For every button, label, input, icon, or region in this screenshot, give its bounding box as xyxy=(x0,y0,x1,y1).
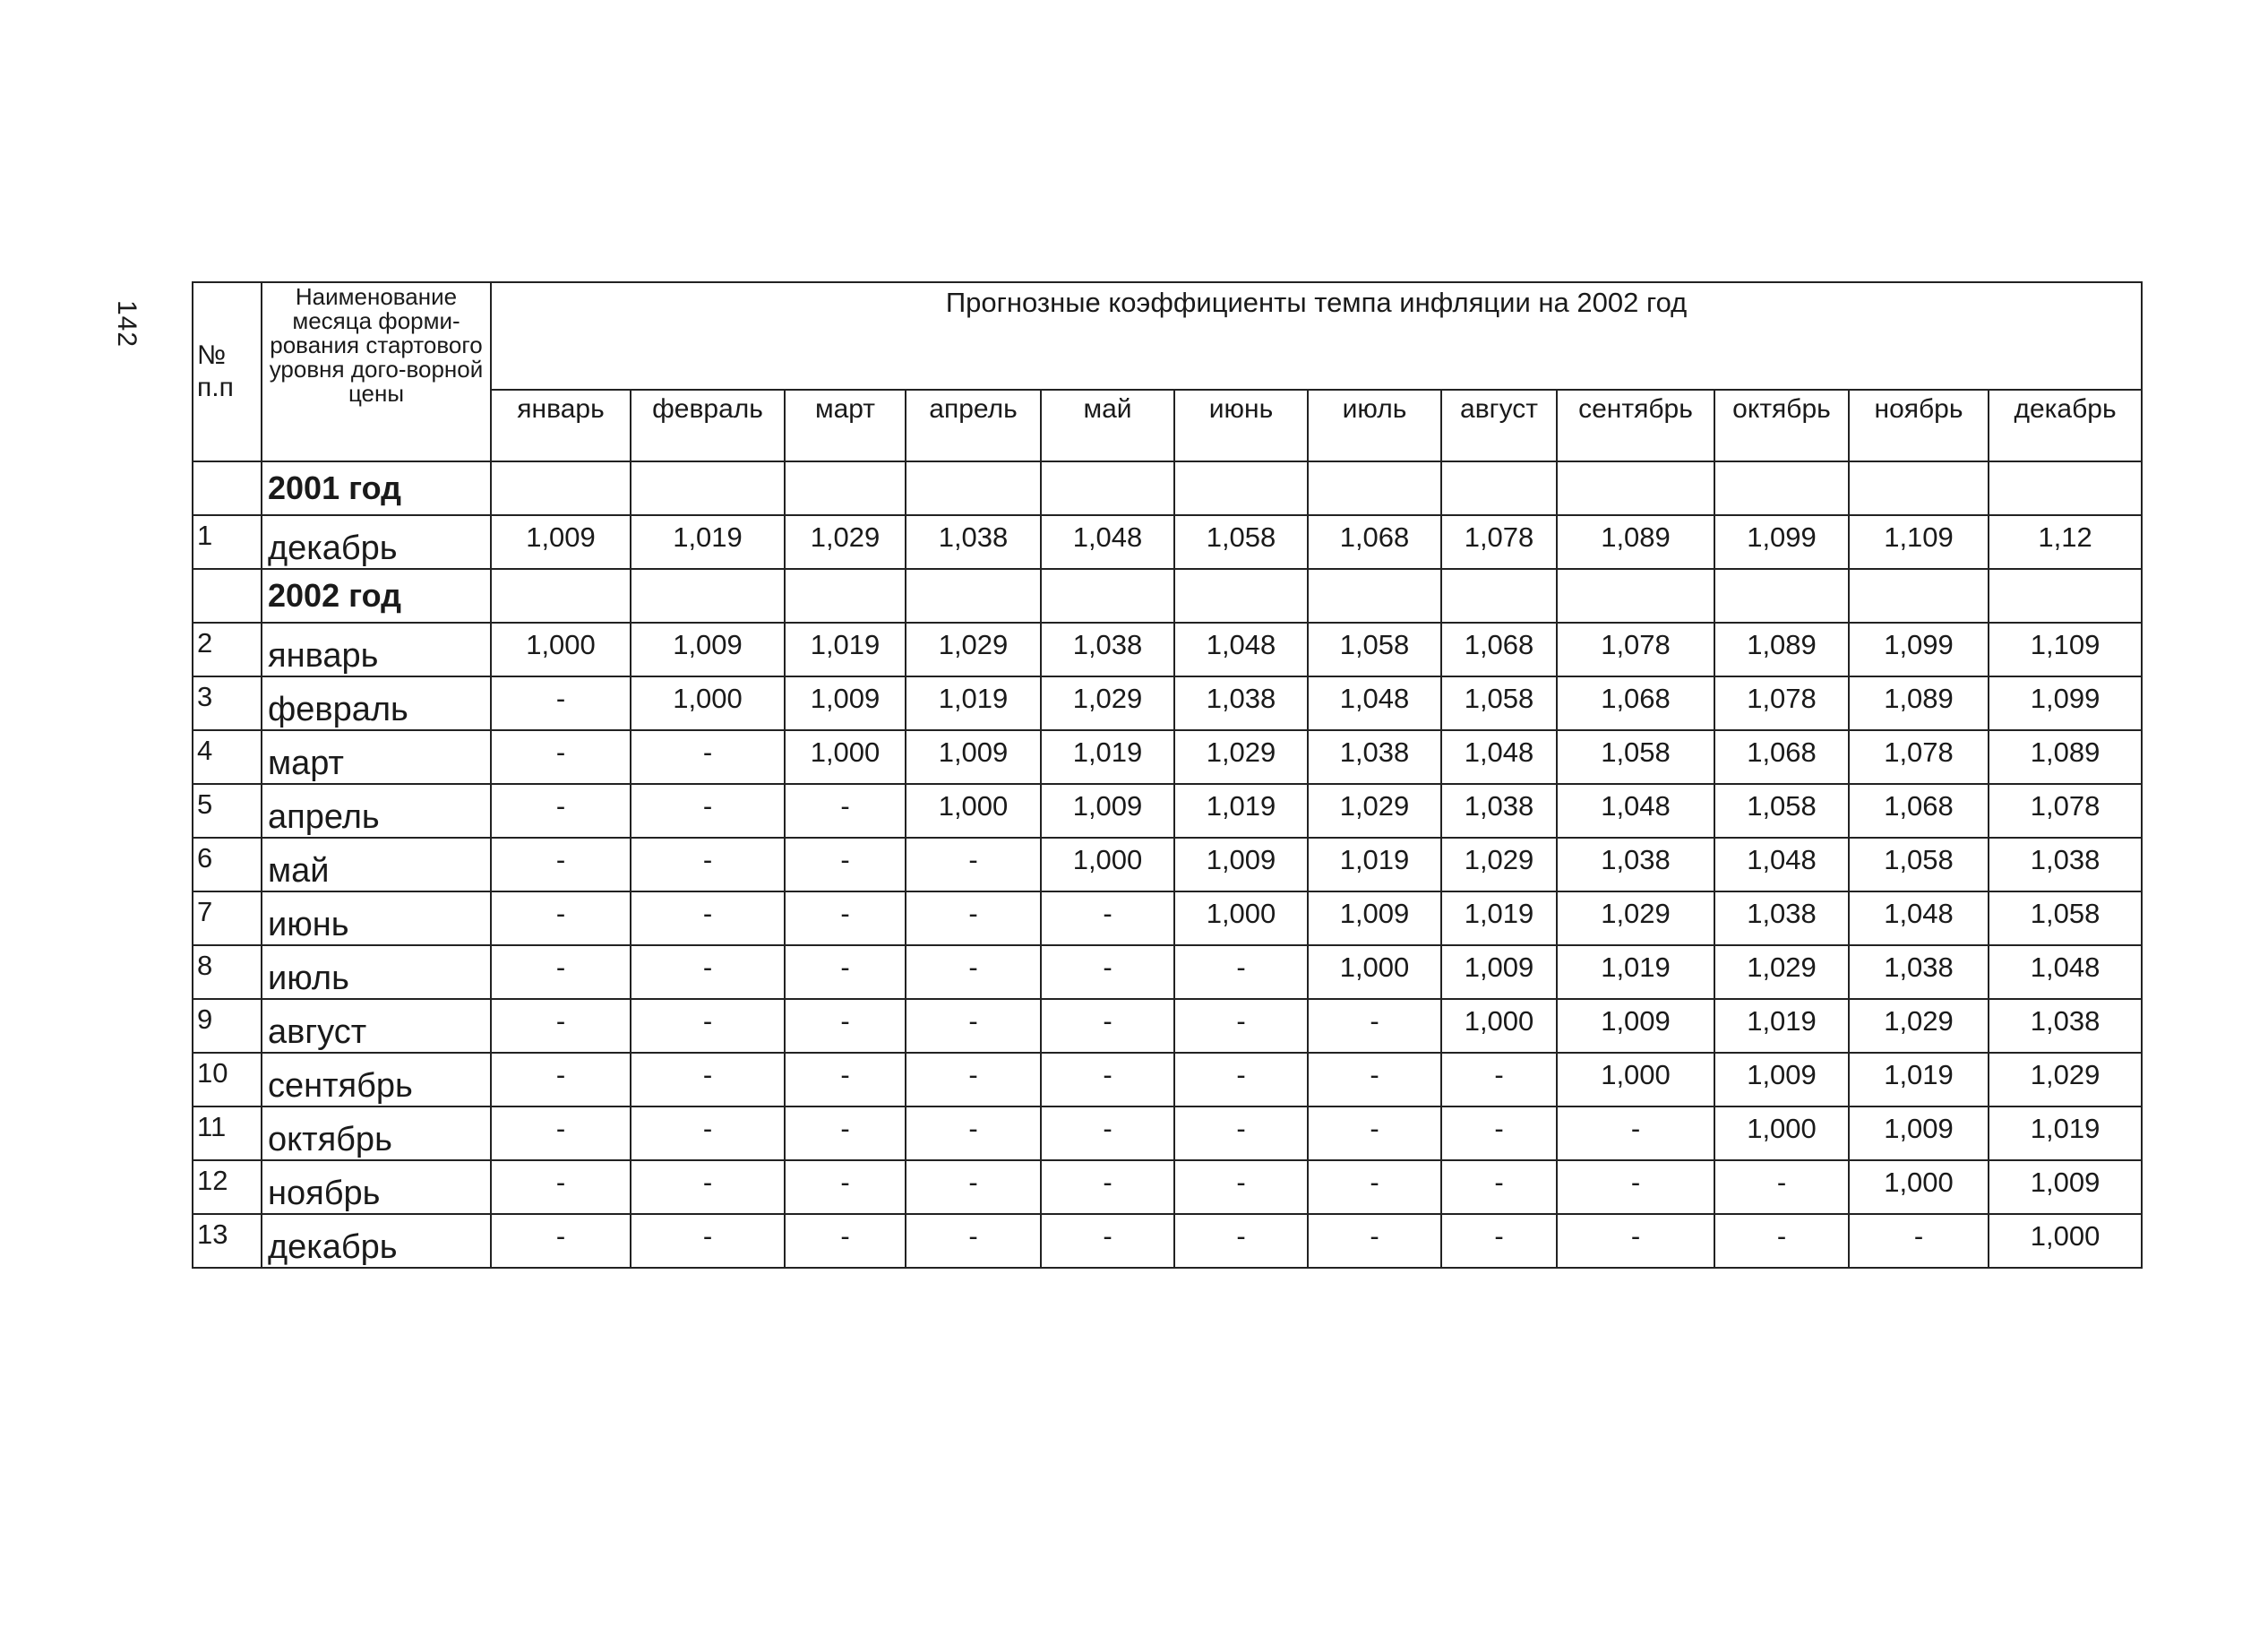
empty-cell xyxy=(1041,569,1174,623)
coefficient-cell: 1,009 xyxy=(1174,838,1308,891)
coefficient-cell: - xyxy=(785,1106,906,1160)
coefficient-cell: - xyxy=(1308,1214,1441,1268)
coefficient-cell: - xyxy=(785,784,906,838)
table-row xyxy=(193,891,2142,945)
coefficient-cell: - xyxy=(491,1106,631,1160)
column-header-month: сентябрь xyxy=(1557,390,1714,461)
coefficient-cell: - xyxy=(1441,1106,1557,1160)
coefficient-cell: 1,029 xyxy=(785,515,906,569)
empty-cell xyxy=(1174,569,1308,623)
coefficient-cell: 1,009 xyxy=(785,676,906,730)
table-row xyxy=(193,838,2142,891)
coefficient-cell: 1,089 xyxy=(1557,515,1714,569)
coefficient-cell: - xyxy=(491,1214,631,1268)
coefficient-cell: - xyxy=(631,945,785,999)
empty-cell xyxy=(1714,569,1849,623)
coefficient-cell: - xyxy=(785,999,906,1053)
coefficient-cell: 1,019 xyxy=(785,623,906,676)
coefficient-cell: 1,000 xyxy=(1989,1214,2142,1268)
column-header-month: июнь xyxy=(1174,390,1308,461)
coefficient-cell: - xyxy=(491,891,631,945)
coefficient-cell: - xyxy=(1041,945,1174,999)
coefficient-cell: 1,058 xyxy=(1849,838,1989,891)
coefficient-cell: 1,078 xyxy=(1714,676,1849,730)
year-label: 2002 год xyxy=(262,569,491,623)
column-header-month: февраль xyxy=(631,390,785,461)
coefficient-cell: - xyxy=(1174,1214,1308,1268)
coefficient-cell: 1,019 xyxy=(1308,838,1441,891)
coefficient-cell: 1,068 xyxy=(1308,515,1441,569)
coefficient-cell: 1,019 xyxy=(1989,1106,2142,1160)
coefficient-cell: - xyxy=(491,945,631,999)
coefficient-cell: - xyxy=(1174,945,1308,999)
empty-cell xyxy=(1989,569,2142,623)
empty-cell xyxy=(1989,461,2142,515)
empty-cell xyxy=(1441,461,1557,515)
coefficient-cell: - xyxy=(785,945,906,999)
table-row xyxy=(193,515,2142,569)
coefficient-cell: 1,009 xyxy=(1714,1053,1849,1106)
row-month-name: июль xyxy=(262,945,491,999)
row-number: 6 xyxy=(193,838,262,891)
coefficient-cell: 1,000 xyxy=(1849,1160,1989,1214)
coefficient-cell: 1,068 xyxy=(1441,623,1557,676)
coefficient-cell: 1,048 xyxy=(1174,623,1308,676)
coefficient-cell: 1,038 xyxy=(906,515,1041,569)
coefficient-cell: 1,048 xyxy=(1989,945,2142,999)
empty-cell xyxy=(1557,461,1714,515)
coefficient-cell: 1,048 xyxy=(1714,838,1849,891)
coefficient-cell: 1,029 xyxy=(1849,999,1989,1053)
coefficient-cell: 1,109 xyxy=(1849,515,1989,569)
coefficient-cell: 1,009 xyxy=(1041,784,1174,838)
empty-cell xyxy=(1041,461,1174,515)
coefficient-cell: 1,048 xyxy=(1308,676,1441,730)
row-number: 3 xyxy=(193,676,262,730)
coefficient-cell: 1,029 xyxy=(1557,891,1714,945)
row-month-name: апрель xyxy=(262,784,491,838)
coefficient-cell: 1,12 xyxy=(1989,515,2142,569)
coefficient-cell: - xyxy=(785,1160,906,1214)
coefficient-cell: 1,038 xyxy=(1308,730,1441,784)
coefficient-cell: - xyxy=(491,784,631,838)
coefficient-cell: 1,019 xyxy=(1041,730,1174,784)
coefficient-cell: 1,019 xyxy=(906,676,1041,730)
empty-cell xyxy=(631,461,785,515)
table-row xyxy=(193,1214,2142,1268)
column-header-month: ноябрь xyxy=(1849,390,1989,461)
coefficient-cell: 1,109 xyxy=(1989,623,2142,676)
table-row xyxy=(193,945,2142,999)
table-row xyxy=(193,623,2142,676)
row-number: 7 xyxy=(193,891,262,945)
coefficient-cell: 1,048 xyxy=(1041,515,1174,569)
row-month-name: февраль xyxy=(262,676,491,730)
row-number: 1 xyxy=(193,515,262,569)
coefficient-cell: 1,000 xyxy=(1174,891,1308,945)
coefficient-cell: - xyxy=(491,730,631,784)
coefficient-cell: 1,089 xyxy=(1989,730,2142,784)
coefficient-cell: - xyxy=(1557,1160,1714,1214)
empty-cell xyxy=(785,461,906,515)
row-month-name: январь xyxy=(262,623,491,676)
coefficient-cell: 1,038 xyxy=(1989,999,2142,1053)
coefficient-cell: 1,068 xyxy=(1557,676,1714,730)
coefficient-cell: 1,009 xyxy=(491,515,631,569)
row-number: 10 xyxy=(193,1053,262,1106)
empty-cell xyxy=(193,461,262,515)
row-month-name: декабрь xyxy=(262,515,491,569)
year-section-row xyxy=(193,461,2142,515)
coefficient-cell: - xyxy=(631,730,785,784)
coefficient-cell: - xyxy=(785,1214,906,1268)
coefficient-cell: - xyxy=(1174,999,1308,1053)
coefficient-cell: 1,029 xyxy=(1714,945,1849,999)
coefficient-cell: 1,038 xyxy=(1441,784,1557,838)
empty-cell xyxy=(1849,569,1989,623)
coefficient-cell: - xyxy=(491,838,631,891)
coefficient-cell: 1,009 xyxy=(1441,945,1557,999)
coefficient-cell: - xyxy=(906,1106,1041,1160)
column-header-month: январь xyxy=(491,390,631,461)
coefficient-cell: - xyxy=(906,891,1041,945)
inflation-coefficients-table xyxy=(192,281,2143,1269)
coefficient-cell: 1,038 xyxy=(1714,891,1849,945)
row-month-name: сентябрь xyxy=(262,1053,491,1106)
coefficient-cell: 1,048 xyxy=(1441,730,1557,784)
coefficient-cell: 1,078 xyxy=(1557,623,1714,676)
page-number: 142 xyxy=(112,300,142,349)
coefficient-cell: 1,019 xyxy=(1441,891,1557,945)
row-number: 2 xyxy=(193,623,262,676)
coefficient-cell: 1,038 xyxy=(1557,838,1714,891)
empty-cell xyxy=(906,461,1041,515)
coefficient-cell: 1,058 xyxy=(1174,515,1308,569)
coefficient-cell: 1,099 xyxy=(1849,623,1989,676)
coefficient-cell: - xyxy=(906,999,1041,1053)
coefficient-cell: 1,099 xyxy=(1989,676,2142,730)
coefficient-cell: 1,000 xyxy=(631,676,785,730)
year-section-row xyxy=(193,569,2142,623)
coefficient-cell: 1,019 xyxy=(1714,999,1849,1053)
coefficient-cell: 1,058 xyxy=(1557,730,1714,784)
coefficient-cell: - xyxy=(491,1053,631,1106)
coefficient-cell: - xyxy=(1557,1106,1714,1160)
coefficient-cell: - xyxy=(1041,1106,1174,1160)
coefficient-cell: - xyxy=(1041,999,1174,1053)
coefficient-cell: - xyxy=(631,1053,785,1106)
year-label: 2001 год xyxy=(262,461,491,515)
coefficient-cell: 1,000 xyxy=(1714,1106,1849,1160)
row-number: 11 xyxy=(193,1106,262,1160)
coefficient-cell: - xyxy=(1308,1106,1441,1160)
coefficient-cell: 1,009 xyxy=(1849,1106,1989,1160)
number-label: № п.п xyxy=(197,340,234,402)
empty-cell xyxy=(491,461,631,515)
column-header-month-name xyxy=(262,282,491,461)
coefficient-cell: 1,048 xyxy=(1557,784,1714,838)
empty-cell xyxy=(785,569,906,623)
column-header-month: декабрь xyxy=(1989,390,2142,461)
coefficient-cell: - xyxy=(1441,1160,1557,1214)
coefficient-cell: - xyxy=(631,891,785,945)
coefficient-cell: - xyxy=(631,784,785,838)
coefficient-cell: 1,058 xyxy=(1989,891,2142,945)
column-header-month: апрель xyxy=(906,390,1041,461)
coefficient-cell: 1,009 xyxy=(631,623,785,676)
coefficient-cell: 1,058 xyxy=(1441,676,1557,730)
coefficient-cell: - xyxy=(1714,1214,1849,1268)
coefficient-cell: - xyxy=(1041,891,1174,945)
empty-cell xyxy=(1308,569,1441,623)
coefficient-cell: - xyxy=(1308,1160,1441,1214)
coefficient-cell: 1,009 xyxy=(1308,891,1441,945)
table-row xyxy=(193,730,2142,784)
coefficient-cell: 1,000 xyxy=(491,623,631,676)
row-month-name: октябрь xyxy=(262,1106,491,1160)
empty-cell xyxy=(1174,461,1308,515)
coefficient-cell: - xyxy=(1308,999,1441,1053)
coefficient-cell: 1,000 xyxy=(906,784,1041,838)
column-header-month: март xyxy=(785,390,906,461)
table-row xyxy=(193,784,2142,838)
coefficient-cell: 1,068 xyxy=(1714,730,1849,784)
coefficient-cell: - xyxy=(906,945,1041,999)
row-month-name: июнь xyxy=(262,891,491,945)
table-title: Прогнозные коэффициенты темпа инфляции на 2002 год xyxy=(491,282,2142,390)
column-header-month: май xyxy=(1041,390,1174,461)
empty-cell xyxy=(906,569,1041,623)
coefficient-cell: 1,078 xyxy=(1441,515,1557,569)
empty-cell xyxy=(1714,461,1849,515)
coefficient-cell: 1,009 xyxy=(1989,1160,2142,1214)
row-number: 9 xyxy=(193,999,262,1053)
coefficient-cell: - xyxy=(491,676,631,730)
coefficient-cell: - xyxy=(1308,1053,1441,1106)
coefficient-cell: 1,029 xyxy=(1989,1053,2142,1106)
row-month-name: декабрь xyxy=(262,1214,491,1268)
table-row xyxy=(193,1106,2142,1160)
row-number: 8 xyxy=(193,945,262,999)
coefficient-cell: - xyxy=(906,838,1041,891)
coefficient-cell: 1,058 xyxy=(1714,784,1849,838)
coefficient-cell: 1,089 xyxy=(1714,623,1849,676)
coefficient-cell: - xyxy=(631,1160,785,1214)
coefficient-cell: - xyxy=(631,1214,785,1268)
coefficient-cell: - xyxy=(1174,1106,1308,1160)
coefficient-cell: 1,000 xyxy=(1557,1053,1714,1106)
row-month-name: март xyxy=(262,730,491,784)
empty-cell xyxy=(193,569,262,623)
coefficient-cell: - xyxy=(631,838,785,891)
empty-cell xyxy=(1308,461,1441,515)
coefficient-cell: 1,029 xyxy=(1441,838,1557,891)
coefficient-cell: 1,019 xyxy=(631,515,785,569)
column-header-month: июль xyxy=(1308,390,1441,461)
coefficient-cell: - xyxy=(1714,1160,1849,1214)
coefficient-cell: 1,029 xyxy=(1174,730,1308,784)
coefficient-cell: - xyxy=(785,1053,906,1106)
coefficient-cell: - xyxy=(785,838,906,891)
coefficient-cell: 1,000 xyxy=(1308,945,1441,999)
table-row xyxy=(193,999,2142,1053)
coefficient-cell: 1,038 xyxy=(1849,945,1989,999)
row-month-name: август xyxy=(262,999,491,1053)
row-number: 13 xyxy=(193,1214,262,1268)
coefficient-cell: - xyxy=(1557,1214,1714,1268)
table-row xyxy=(193,676,2142,730)
coefficient-cell: 1,089 xyxy=(1849,676,1989,730)
coefficient-cell: - xyxy=(1041,1160,1174,1214)
coefficient-cell: - xyxy=(1849,1214,1989,1268)
empty-cell xyxy=(631,569,785,623)
coefficient-cell: 1,099 xyxy=(1714,515,1849,569)
column-header-month: август xyxy=(1441,390,1557,461)
coefficient-cell: 1,019 xyxy=(1174,784,1308,838)
coefficient-cell: - xyxy=(1041,1053,1174,1106)
empty-cell xyxy=(1441,569,1557,623)
coefficient-cell: 1,009 xyxy=(906,730,1041,784)
coefficient-cell: - xyxy=(906,1160,1041,1214)
coefficient-cell: 1,000 xyxy=(1441,999,1557,1053)
coefficient-cell: - xyxy=(1441,1053,1557,1106)
table-row xyxy=(193,1053,2142,1106)
coefficient-cell: 1,000 xyxy=(1041,838,1174,891)
row-month-name: май xyxy=(262,838,491,891)
row-number: 4 xyxy=(193,730,262,784)
coefficient-cell: - xyxy=(906,1053,1041,1106)
coefficient-cell: - xyxy=(1174,1053,1308,1106)
month-name-label: Наименование месяца форми-рования стартового уровня дого-ворной цены xyxy=(269,283,484,407)
coefficient-cell: 1,038 xyxy=(1041,623,1174,676)
coefficient-cell: - xyxy=(631,999,785,1053)
coefficient-cell: 1,038 xyxy=(1174,676,1308,730)
coefficient-cell: 1,009 xyxy=(1557,999,1714,1053)
coefficient-cell: - xyxy=(906,1214,1041,1268)
table-body xyxy=(193,461,2142,1268)
coefficient-cell: 1,029 xyxy=(1308,784,1441,838)
coefficient-cell: 1,000 xyxy=(785,730,906,784)
coefficient-cell: 1,058 xyxy=(1308,623,1441,676)
empty-cell xyxy=(1557,569,1714,623)
coefficient-cell: - xyxy=(491,999,631,1053)
empty-cell xyxy=(491,569,631,623)
table-row xyxy=(193,1160,2142,1214)
coefficient-cell: 1,038 xyxy=(1989,838,2142,891)
header-row-title xyxy=(193,282,2142,390)
coefficient-cell: 1,029 xyxy=(906,623,1041,676)
coefficient-cell: 1,078 xyxy=(1989,784,2142,838)
column-header-month: октябрь xyxy=(1714,390,1849,461)
row-number: 5 xyxy=(193,784,262,838)
coefficient-cell: - xyxy=(785,891,906,945)
coefficient-cell: 1,048 xyxy=(1849,891,1989,945)
empty-cell xyxy=(1849,461,1989,515)
row-month-name: ноябрь xyxy=(262,1160,491,1214)
coefficient-cell: 1,019 xyxy=(1849,1053,1989,1106)
coefficient-cell: 1,068 xyxy=(1849,784,1989,838)
coefficient-cell: - xyxy=(631,1106,785,1160)
coefficient-cell: 1,078 xyxy=(1849,730,1989,784)
coefficient-cell: 1,029 xyxy=(1041,676,1174,730)
coefficient-cell: - xyxy=(491,1160,631,1214)
coefficient-cell: - xyxy=(1441,1214,1557,1268)
coefficient-cell: - xyxy=(1041,1214,1174,1268)
coefficient-cell: - xyxy=(1174,1160,1308,1214)
row-number: 12 xyxy=(193,1160,262,1214)
column-header-number xyxy=(193,282,262,461)
coefficient-cell: 1,019 xyxy=(1557,945,1714,999)
